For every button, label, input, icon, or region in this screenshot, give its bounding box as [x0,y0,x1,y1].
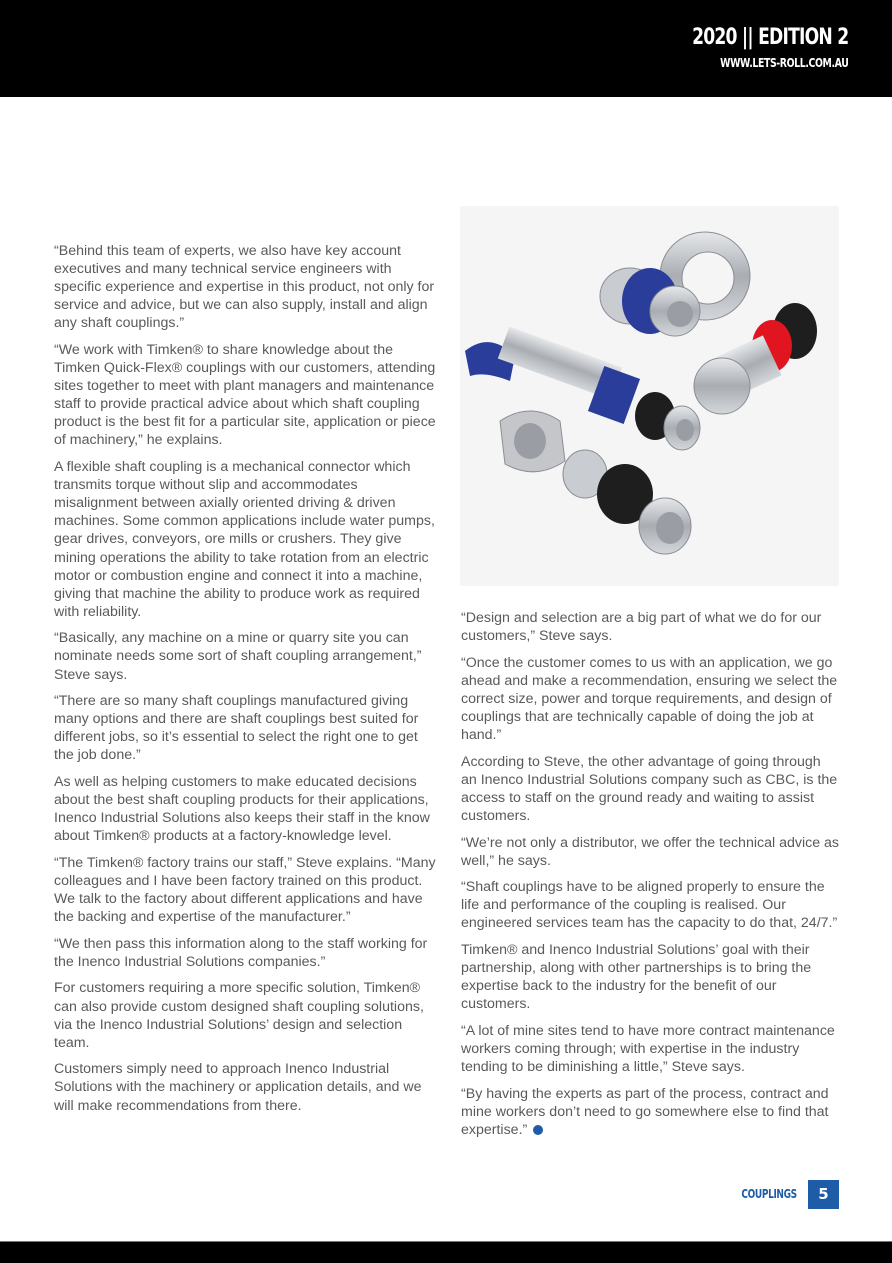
section-label: COUPLINGS [741,1187,797,1201]
couplings-illustration [460,206,839,586]
paragraph: “Design and selection are a big part of what we do for our customers,” Steve says. [461,610,822,645]
paragraph: “The Timken® factory trains our staff,” Steve explains. “Many colleagues and I have been factory trained on this product. We talk to the factory about different applications and have the backing and expertise of the manufacturer.” [54,854,436,926]
page-header [0,0,892,97]
paragraph: “Basically, any machine on a mine or quarry site you can nominate needs some sort of shaft coupling arrangement,” Steve says. [54,630,422,683]
paragraph: “We’re not only a distributor, we offer the technical advice as well,” he says. [461,834,840,869]
paragraph: “We work with Timken® to share knowledge about the Timken Quick-Flex® couplings with our customers, attending sites together to meet with plant managers and maintenance staff to provide practical advice about which shaft coupling product is the best fit for a particular site, application or piece of machinery,” he explains. [54,341,436,449]
shaft-couplings-photo [460,206,839,586]
page-number-badge: 5 [808,1180,839,1209]
paragraph: “Once the customer comes to us with an application, we go ahead and make a recommendation, ensuring we select the correct size, power and torque requirements, and design of couplings that are technically capable of doing the job at hand.” [461,654,838,744]
paragraph: “There are so many shaft couplings manufactured giving many options and there are shaft couplings best suited for different jobs, so it’s essential to select the right one to get the job done.” [54,693,419,764]
end-of-article-dot-icon [533,1125,543,1135]
paragraph: “Behind this team of experts, we also have key account executives and many technical service engineers with specific experience and expertise in this product, not only for service and advice, but we can also supply, install and align any shaft couplings.” [54,243,435,332]
paragraph: Customers simply need to approach Inenco Industrial Solutions with the machinery or application details, and we will make recommendations from there. [54,1061,422,1114]
page-footer-bar [0,1241,892,1263]
article-right-column [461,609,839,1147]
paragraph: A flexible shaft coupling is a mechanical connector which transmits torque without slip and accommodates misalignment between axially oriented driving & driven machines. Some common applications include water pumps, gear drives, conveyors, ore mills or crushers. They give mining operations the ability to take rotation from an electric motor or combustion engine and connect it into a machine, giving that machine the ability to produce work as required with reliability. [54,459,435,620]
paragraph: “Shaft couplings have to be aligned properly to ensure the life and performance of the coupling is realised. Our engineered services team has the capacity to do that, 24/7.” [461,879,838,932]
paragraph: As well as helping customers to make educated decisions about the best shaft coupling products for their applications, Inenco Industrial Solutions also keeps their staff in the know about Timken® products at a factory-knowledge level. [54,774,430,845]
paragraph: Timken® and Inenco Industrial Solutions’ goal with their partnership, along with other partnerships is to bring the expertise back to the industry for the benefit of our customers. [461,942,812,1013]
spacer-shaft-coupling [465,327,700,450]
article-left-column [54,242,436,1123]
paragraph: According to Steve, the other advantage of going through an Inenco Industrial Solutions company such as CBC, is the access to staff on the ground ready and waiting to assist customers. [461,753,838,824]
paragraph-text: “By having the experts as part of the process, contract and mine workers don’t need to go somewhere else to find that expertise.” [461,1085,829,1138]
last-paragraph [461,1085,839,1139]
paragraph: For customers requiring a more specific solution, Timken® can also provide custom designed shaft coupling solutions, via the Inenco Industrial Solutions’ design and selection team. [54,980,424,1051]
website-url: WWW.LETS-ROLL.COM.AU [719,56,848,70]
paragraph: “We then pass this information along to the staff working for the Inenco Industrial Solutions companies.” [54,935,428,970]
edition-label: 2020 || EDITION 2 [691,25,848,50]
paragraph: “A lot of mine sites tend to have more contract maintenance workers coming through; with expertise in the industry tending to be diminishing a little,” Steve says. [461,1022,835,1076]
